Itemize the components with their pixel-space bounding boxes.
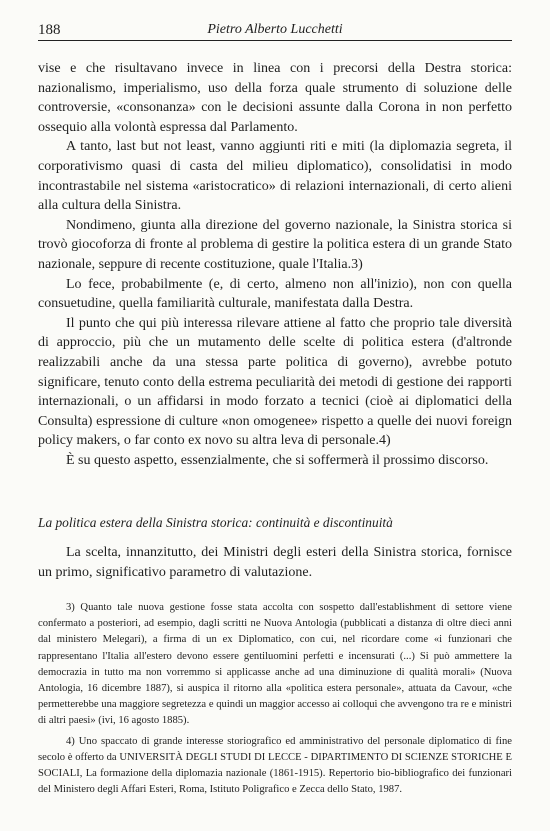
page-number: 188 xyxy=(38,22,61,38)
running-title: Pietro Alberto Lucchetti xyxy=(207,22,343,37)
main-text xyxy=(38,59,512,470)
paragraph-6: È su questo aspetto, essenzialmente, che si soffermerà il prossimo discorso. xyxy=(66,452,489,468)
paragraph-2: A tanto, last but not least, vanno aggiunti riti e miti (la diplomazia segreta, il corporativismo quasi di casta del milieu diplomatico), consolidatisi in modo incontrastabile nel sistema «aristocratico» di relazioni internazionali, di certo alieni alla cultura della Sinistra. xyxy=(38,139,512,214)
paragraph-3: Nondimeno, giunta alla direzione del governo nazionale, la Sinistra storica si trovò giocoforza di fronte al problema di gestire la politica estera di un grande Stato nazionale, seppure di recente costituzione, quale l'Italia.3) xyxy=(38,217,512,272)
footnote-4: 4) Uno spaccato di grande interesse storiografico ed amministrativo del personale diplomatico di fine secolo è offerto da UNIVERSITÀ DEGLI STUDI DI LECCE - DIPARTIMENTO DI SCIENZE STORICHE E SOCIALI, La formazione della diplomazia nazionale (1861-1915). Repertorio bio-bibliografico dei funzionari del Ministero degli Affari Esteri, Roma, Istituto Poligrafico e Zecca dello Stato, 1987. xyxy=(38,735,512,796)
footnote-3: 3) Quanto tale nuova gestione fosse stata accolta con sospetto dall'establishment di settore viene confermato a posteriori, ad esempio, dagli scritti ne Nuova Antologia (pubblicati a distanza di oltre dieci anni dal ministero Melegari), a firma di un ex Diplomatico, con cui, nel ricordare come «i funzionari che rappresentano l'Italia all'estero devono essere gentiluomini perfetti e incensurati (...) Si può ammettere la democrazia in tutto ma non vorremmo si applicasse anche ad una diminuzione di qualità morali» (Nuova Antologia, 16 dicembre 1887), si auspica il ritorno alla «politica estera personale», attuata da Cavour, «che permetterebbe una maggiore segretezza e quindi un maggior accesso ai colloqui che avvengono tra re e ministri di altri paesi» (ivi, 16 agosto 1885). xyxy=(38,602,512,727)
paragraph-4: Lo fece, probabilmente (e, di certo, almeno non all'inizio), non con quella consuetudine, quella familiarità culturale, manifestata dalla Destra. xyxy=(38,276,512,312)
page-header xyxy=(38,22,512,41)
paragraph-1: vise e che risultavano invece in linea con i precorsi della Destra storica: nazionalismo, imperialismo, uso della forza quale strumento di soluzione delle controversie, «consonanza» con le decisioni assunte dalla Corona in non perfetto ossequio alla volontà espressa dal Parlamento. xyxy=(38,61,512,135)
section-text xyxy=(38,543,512,582)
section-paragraph: La scelta, innanzitutto, dei Ministri degli esteri della Sinistra storica, fornisce un primo, significativo parametro di valutazione. xyxy=(38,545,512,580)
footnotes xyxy=(38,600,512,798)
paragraph-5: Il punto che qui più interessa rilevare attiene al fatto che proprio tale diversità di approccio, più che un mutamento delle scelte di politica estera (d'altronde realizzabili anche da una stessa parte politica di governo), avrebbe potuto significare, tenuto conto della estrema peculiarità dei metodi di gestione dei rapporti internazionali, o un affidarsi in modo forzato a tecnici (cioè ai diplomatici della Consulta) espressione di culture «non omogenee» rispetto a quelle dei nuovi foreign policy makers, o far conto ex novo su altra leva di personale.4) xyxy=(38,315,512,449)
section-title: La politica estera della Sinistra storica: continuità e discontinuità xyxy=(38,515,393,530)
